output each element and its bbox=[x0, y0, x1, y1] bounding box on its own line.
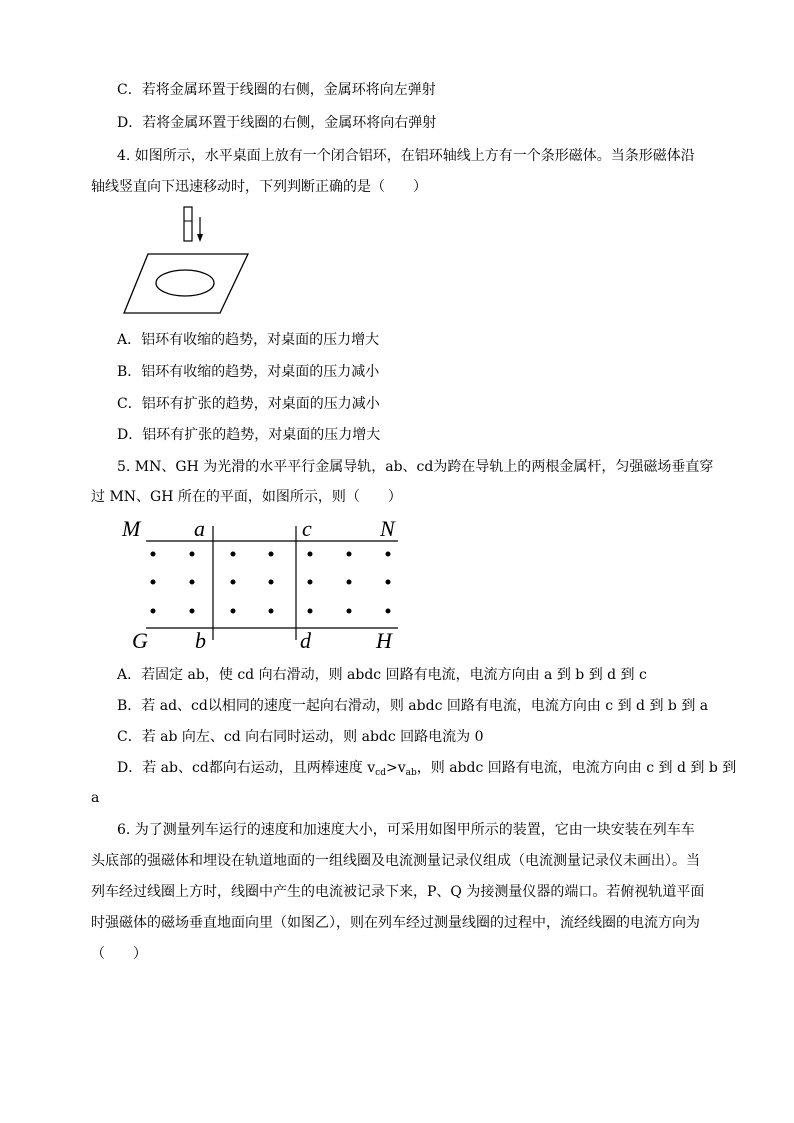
q6-line2: 头底部的强磁体和埋设在轨道地面的一组线圈及电流测量记录仪组成（电流测量记录仪未画出）。当 bbox=[91, 853, 700, 869]
q5-option-a: A．若固定 ab，使 cd 向右滑动，则 abdc 回路有电流，电流方向由 a 到 b 到 d 到 c bbox=[117, 667, 647, 683]
q4-stem-line1: 4. 如图所示，水平桌面上放有一个闭合铝环，在铝环轴线上方有一个条形磁体。当条形磁体沿 bbox=[117, 148, 695, 164]
q4-figure bbox=[120, 205, 255, 320]
q6-line3: 列车经过线圈上方时，线圈中产生的电流被记录下来，P、Q 为接测量仪器的端口。若俯视轨道平面 bbox=[91, 884, 705, 900]
q3-option-d: D．若将金属环置于线圈的右侧，金属环将向右弹射 bbox=[117, 115, 437, 131]
q5-option-d-line2: a bbox=[91, 790, 100, 806]
q4-stem-line2: 轴线竖直向下迅速移动时，下列判断正确的是（ ） bbox=[91, 179, 427, 195]
q5-option-d-text-2: >v bbox=[385, 760, 406, 776]
q4-option-b: B．铝环有收缩的趋势，对桌面的压力减小 bbox=[117, 364, 380, 380]
q5-option-d-text-1: D．若 ab、cd都向右运动，且两棒速度 v bbox=[117, 760, 376, 776]
bar-magnet bbox=[184, 207, 192, 241]
label-n: N bbox=[380, 516, 395, 541]
down-arrow-icon bbox=[197, 217, 203, 242]
q5-stem-line1: 5. MN、GH 为光滑的水平平行金属导轨，ab、cd为跨在导轨上的两根金属杆，匀强磁场垂直穿 bbox=[117, 459, 714, 475]
label-g: G bbox=[132, 628, 148, 653]
q5-option-d bbox=[117, 758, 736, 783]
q5-option-d-text-3: ，则 abdc 回路有电流，电流方向由 c 到 d 到 b 到 bbox=[416, 760, 737, 776]
subscript-ab: ab bbox=[405, 768, 417, 778]
label-d: d bbox=[300, 628, 311, 653]
q6-line1: 6. 为了测量列车运行的速度和加速度大小，可采用如图甲所示的装置，它由一块安装在列车车 bbox=[117, 822, 695, 838]
magnetic-field-dots bbox=[151, 552, 391, 614]
label-c: c bbox=[302, 516, 312, 541]
label-a: a bbox=[194, 516, 205, 541]
subscript-cd: cd bbox=[375, 768, 386, 778]
q4-option-a: A．铝环有收缩的趋势，对桌面的压力增大 bbox=[117, 332, 380, 348]
q4-option-d: D．铝环有扩张的趋势，对桌面的压力增大 bbox=[117, 427, 381, 443]
q5-option-b: B．若 ad、cd以相同的速度一起向右滑动，则 abdc 回路有电流，电流方向由 c 到 d 到 b 到 a bbox=[117, 698, 709, 714]
q4-option-c: C．铝环有扩张的趋势，对桌面的压力减小 bbox=[117, 396, 380, 412]
q3-option-c: C．若将金属环置于线圈的右侧，金属环将向左弹射 bbox=[117, 82, 436, 98]
q5-stem-line2: 过 MN、GH 所在的平面，如图所示，则（ ） bbox=[91, 489, 402, 505]
q6-line5: （ ） bbox=[91, 946, 147, 962]
table-surface bbox=[124, 254, 248, 313]
label-b: b bbox=[195, 628, 206, 653]
label-h: H bbox=[376, 628, 392, 653]
aluminum-ring bbox=[156, 270, 214, 296]
q5-option-c: C．若 ab 向左、cd 向右同时运动，则 abdc 回路电流为 0 bbox=[117, 729, 484, 745]
label-m: M bbox=[122, 516, 141, 541]
q5-figure bbox=[118, 514, 408, 659]
q6-line4: 时强磁体的磁场垂直地面向里（如图乙），则在列车经过测量线圈的过程中，流经线圈的电流方向为 bbox=[91, 915, 700, 931]
